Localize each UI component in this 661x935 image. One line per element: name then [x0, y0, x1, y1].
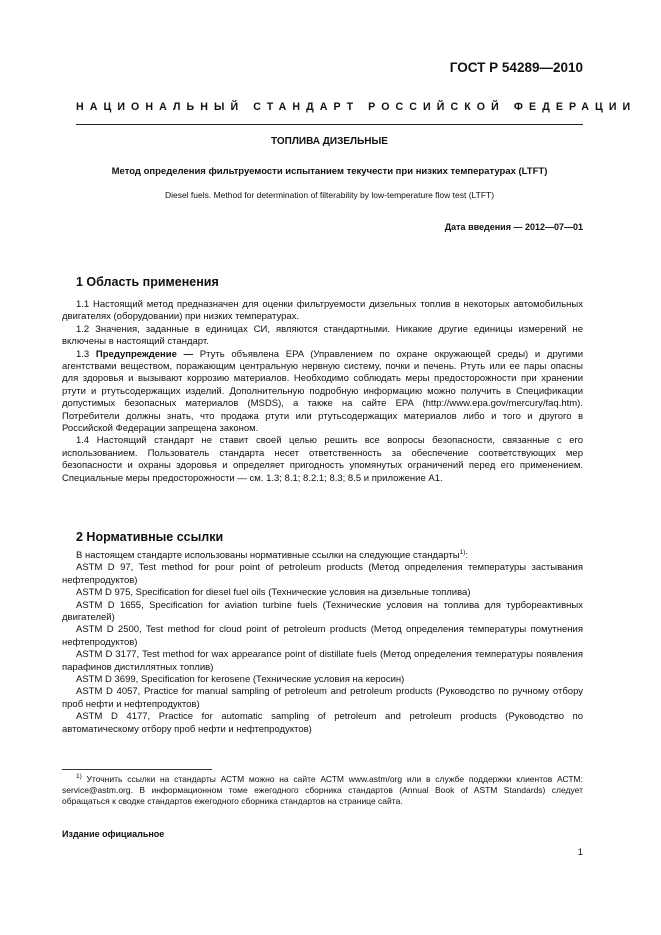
english-title: Diesel fuels. Method for determination of filterability by low-temperature flow test (LTFT)	[164, 190, 495, 200]
section-2-heading: 2 Нормативные ссылки	[76, 530, 224, 544]
paragraph-1-3	[62, 349, 583, 436]
gost-number: ГОСТ Р 54289—2010	[449, 60, 583, 75]
introduction-date: Дата введения — 2012—07—01	[444, 222, 583, 232]
warning-label: Предупреждение —	[95, 348, 194, 360]
edition-label: Издание официальное	[62, 829, 165, 839]
national-standard-banner: НАЦИОНАЛЬНЫЙ СТАНДАРТ РОССИЙСКОЙ ФЕДЕРАЦИИ	[76, 101, 637, 113]
section-2-body	[62, 550, 583, 736]
document-title: ТОПЛИВА ДИЗЕЛЬНЫЕ	[271, 136, 388, 147]
paragraph-1-2: 1.2 Значения, заданные в единицах СИ, являются стандартными. Никакие другие единицы измерений не включены в настоящий стандарт.	[62, 323, 583, 348]
reference-item: ASTM D 4057, Practice for manual sampling of petroleum and petroleum products (Руководство по ручному отбору проб нефти и нефтепродуктов)	[62, 686, 583, 710]
footnote	[62, 774, 583, 807]
header-rule	[76, 124, 583, 125]
paragraph-1-3-text: Ртуть объявлена EPA (Управлением по охране окружающей среды) и другими агентствами веществом, поражающим центральную нервную систему, почки и печень. Ртуть или ее пары опасны для здоровья и вызывают коррозию материалов. Необходимо соблюдать меры предосторожности при хранении ртути и ртутьсодержащих изделий. Дополнительную подробную информацию можно получить в Спецификации допустимых безопасных материалов (MSDS), а также на сайте EPA (http://www.epa.gov/mercury/faq.htm). Потребители должны знать, что продажа ртути или ртутьсодержащих материалов либо и того и другого в Российской Федерации запрещена законом.	[62, 348, 584, 435]
references-intro	[62, 550, 583, 562]
section-1-heading: 1 Область применения	[76, 275, 219, 289]
paragraph-1-3-number: 1.3	[76, 348, 96, 360]
page-number: 1	[577, 847, 583, 858]
reference-item: ASTM D 2500, Test method for cloud point of petroleum products (Метод определения температуры помутнения нефтепродуктов)	[62, 624, 583, 648]
paragraph-1-4: 1.4 Настоящий стандарт не ставит своей целью решить все вопросы безопасности, связанные с его использованием. Пользователь стандарта несет ответственность за обеспечение соответствующих мер безопасности и охраны здоровья и определяет пригодность упомянутых ограничений перед его применением. Специальные меры предосторожности — см. 1.3; 8.1; 8.2.1; 8.3; 8.5 и приложение А1.	[62, 435, 583, 484]
document-subtitle: Метод определения фильтруемости испытанием текучести при низких температурах (LTFT)	[111, 166, 548, 177]
reference-item: ASTM D 4177, Practice for automatic sampling of petroleum and petroleum products (Руководство по автоматическому отбору проб нефти и нефтепродуктов)	[62, 711, 583, 735]
footnote-text: Уточнить ссылки на стандарты АСТМ можно на сайте АСТМ www.astm/org или в службе поддержки клиентов АСТМ: service@astm.org. В информационном томе ежегодного сборника стандартов (Annual Book of ASTM Standards) следует обращаться к сводке стандартов ежегодного сборника стандартов на странице сайта.	[62, 774, 583, 806]
footnote-ref: 1)	[459, 549, 466, 556]
reference-item: ASTM D 3177, Test method for wax appearance point of distillate fuels (Метод определения температуры появления парафинов дистиллятных топлив)	[62, 649, 583, 673]
footnote-separator	[62, 769, 212, 770]
section-1-body	[62, 299, 583, 485]
footnote-marker: 1)	[76, 773, 82, 780]
reference-item: ASTM D 975, Specification for diesel fuel oils (Технические условия на дизельные топлива)	[76, 587, 471, 599]
references-intro-end: :	[465, 550, 469, 561]
reference-item: ASTM D 97, Test method for pour point of petroleum products (Метод определения температуры застывания нефтепродуктов)	[62, 562, 583, 586]
reference-item: ASTM D 3699, Specification for kerosene (Технические условия на керосин)	[76, 674, 405, 686]
reference-item: ASTM D 1655, Specification for aviation turbine fuels (Технические условия на топлива для турбореактивных двигателей)	[62, 599, 583, 624]
paragraph-1-1: 1.1 Настоящий метод предназначен для оценки фильтруемости дизельных топлив в некоторых автомобильных двигателях (оборудовании) при низких температурах.	[62, 299, 583, 323]
references-intro-text: В настоящем стандарте использованы нормативные ссылки на следующие стандарты	[76, 550, 460, 561]
